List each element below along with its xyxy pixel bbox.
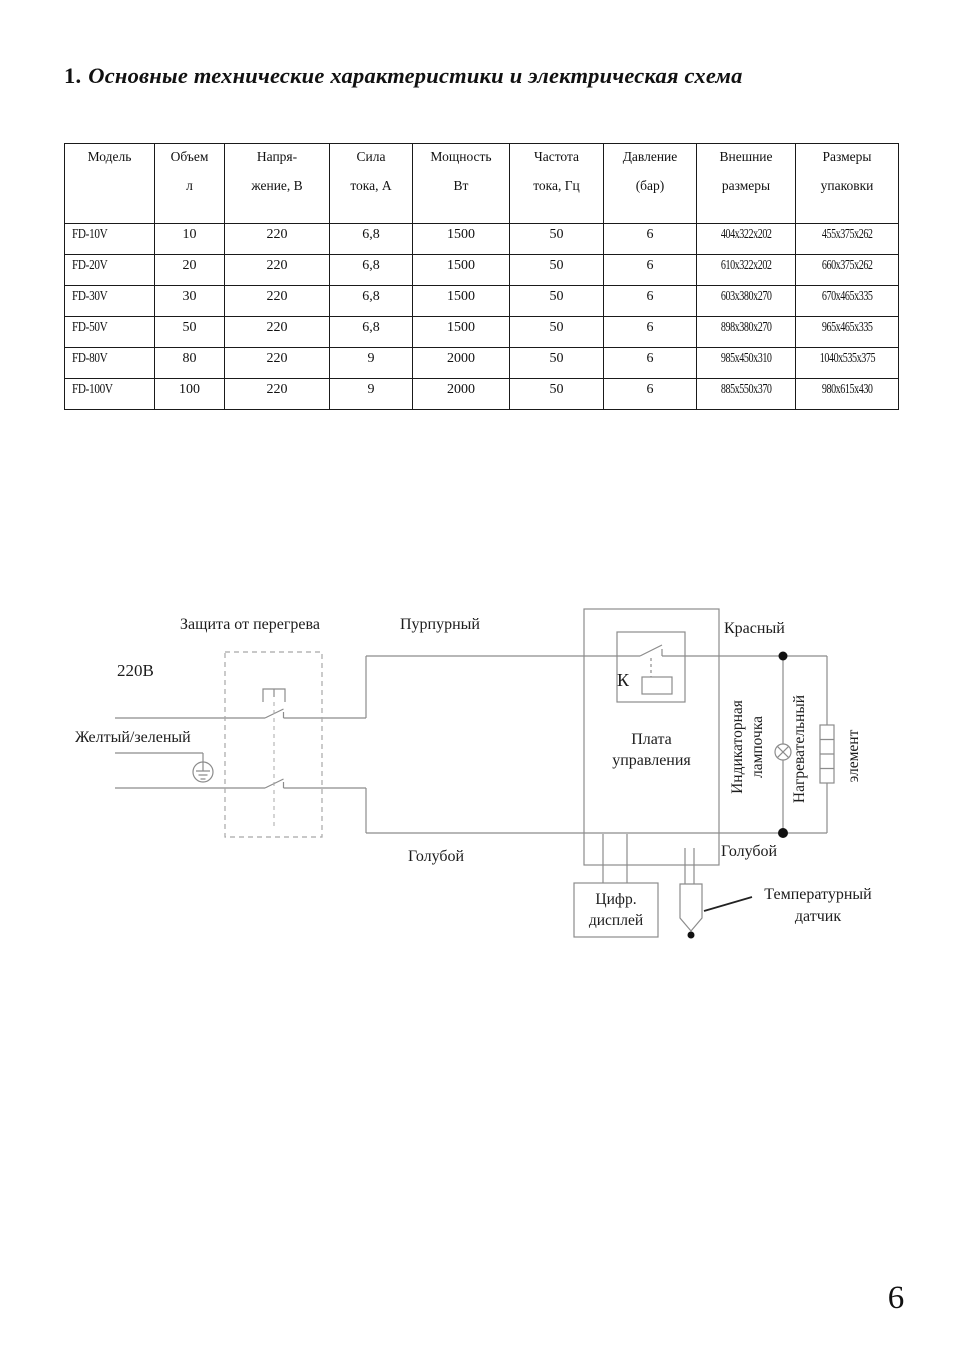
cell-volume: 100 <box>155 379 225 410</box>
cell-ext-size: 898x380x270 <box>697 317 796 348</box>
display-wires <box>603 834 627 883</box>
col-header-ext-size: Внешние размеры <box>697 144 796 224</box>
cell-ext-size: 603x380x270 <box>697 286 796 317</box>
cell-voltage: 220 <box>225 348 330 379</box>
cell-model: FD-100V <box>65 379 155 410</box>
cell-frequency: 50 <box>510 224 604 255</box>
cell-voltage: 220 <box>225 379 330 410</box>
label-yellow-green-wire: Желтый/зеленый <box>75 729 191 746</box>
indicator-lamp-icon <box>775 744 791 760</box>
cell-frequency: 50 <box>510 286 604 317</box>
col-header-pack-size: Размеры упаковки <box>796 144 899 224</box>
label-element: элемент <box>845 729 862 783</box>
ground-icon <box>193 762 213 782</box>
temperature-sensor-icon <box>680 884 702 931</box>
cell-power: 1500 <box>413 224 510 255</box>
cell-voltage: 220 <box>225 286 330 317</box>
cell-pressure: 6 <box>604 379 697 410</box>
label-red-wire: Красный <box>724 620 785 637</box>
ground-wire <box>115 753 203 762</box>
cell-current: 6,8 <box>330 317 413 348</box>
phase-wire <box>115 656 640 718</box>
cell-model: FD-30V <box>65 286 155 317</box>
thermal-bracket-icon <box>263 689 285 702</box>
cell-pressure: 6 <box>604 348 697 379</box>
cell-model: FD-10V <box>65 224 155 255</box>
col-header-current: Сила тока, А <box>330 144 413 224</box>
cell-pack-size: 660x375x262 <box>796 255 899 286</box>
label-heating: Нагревательный <box>791 694 808 804</box>
section-number: 1. <box>64 63 82 88</box>
label-indicator-lamp: Индикаторная лампочка <box>729 700 766 794</box>
cell-model: FD-20V <box>65 255 155 286</box>
junction-dot <box>778 828 788 838</box>
cell-pack-size: 670x465x335 <box>796 286 899 317</box>
cell-current: 6,8 <box>330 224 413 255</box>
cell-volume: 80 <box>155 348 225 379</box>
cell-model: FD-50V <box>65 317 155 348</box>
label-blue-wire-left: Голубой <box>408 848 465 865</box>
cell-voltage: 220 <box>225 317 330 348</box>
page-number: 6 <box>887 1280 905 1316</box>
cell-pressure: 6 <box>604 224 697 255</box>
sensor-tip-dot <box>688 932 695 939</box>
cell-voltage: 220 <box>225 255 330 286</box>
label-overheat-protection: Защита от перегрева <box>180 616 320 633</box>
cell-current: 6,8 <box>330 255 413 286</box>
cell-frequency: 50 <box>510 348 604 379</box>
cell-frequency: 50 <box>510 255 604 286</box>
label-digital-display: Цифр. дисплей <box>588 891 644 929</box>
cell-pressure: 6 <box>604 286 697 317</box>
junction-dot <box>779 652 788 661</box>
cell-current: 6,8 <box>330 286 413 317</box>
cell-volume: 10 <box>155 224 225 255</box>
neutral-wire <box>115 779 827 833</box>
cell-pack-size: 455x375x262 <box>796 224 899 255</box>
col-header-power: Мощность Вт <box>413 144 510 224</box>
section-title-text: Основные технические характеристики и электрическая схема <box>88 63 743 88</box>
cell-power: 2000 <box>413 348 510 379</box>
cell-power: 1500 <box>413 317 510 348</box>
cell-power: 2000 <box>413 379 510 410</box>
cell-pack-size: 965x465x335 <box>796 317 899 348</box>
cell-ext-size: 404x322x202 <box>697 224 796 255</box>
cell-model: FD-80V <box>65 348 155 379</box>
cell-power: 1500 <box>413 255 510 286</box>
col-header-frequency: Частота тока, Гц <box>510 144 604 224</box>
label-blue-wire-right: Голубой <box>721 843 778 860</box>
col-header-pressure: Давление (бар) <box>604 144 697 224</box>
cell-voltage: 220 <box>225 224 330 255</box>
cell-pack-size: 1040x535x375 <box>796 348 899 379</box>
cell-current: 9 <box>330 379 413 410</box>
cell-ext-size: 885x550x370 <box>697 379 796 410</box>
cell-volume: 20 <box>155 255 225 286</box>
sensor-pointer-line <box>704 897 752 911</box>
cell-pressure: 6 <box>604 255 697 286</box>
cell-power: 1500 <box>413 286 510 317</box>
label-temperature-sensor: Температурный датчик <box>764 886 872 925</box>
cell-pack-size: 980x615x430 <box>796 379 899 410</box>
cell-volume: 30 <box>155 286 225 317</box>
cell-pressure: 6 <box>604 317 697 348</box>
label-purple-wire: Пурпурный <box>400 616 480 633</box>
label-voltage-220v: 220В <box>117 661 154 680</box>
col-header-voltage: Напря- жение, В <box>225 144 330 224</box>
col-header-volume: Объем л <box>155 144 225 224</box>
heating-element-icon <box>820 725 834 783</box>
cell-current: 9 <box>330 348 413 379</box>
cell-ext-size: 985x450x310 <box>697 348 796 379</box>
cell-volume: 50 <box>155 317 225 348</box>
cell-frequency: 50 <box>510 379 604 410</box>
label-relay-k: К <box>617 670 630 690</box>
sensor-wires <box>685 848 694 884</box>
cell-ext-size: 610x322x202 <box>697 255 796 286</box>
col-header-model: Модель <box>65 144 155 224</box>
label-control-board: Плата управления <box>612 731 691 769</box>
cell-frequency: 50 <box>510 317 604 348</box>
